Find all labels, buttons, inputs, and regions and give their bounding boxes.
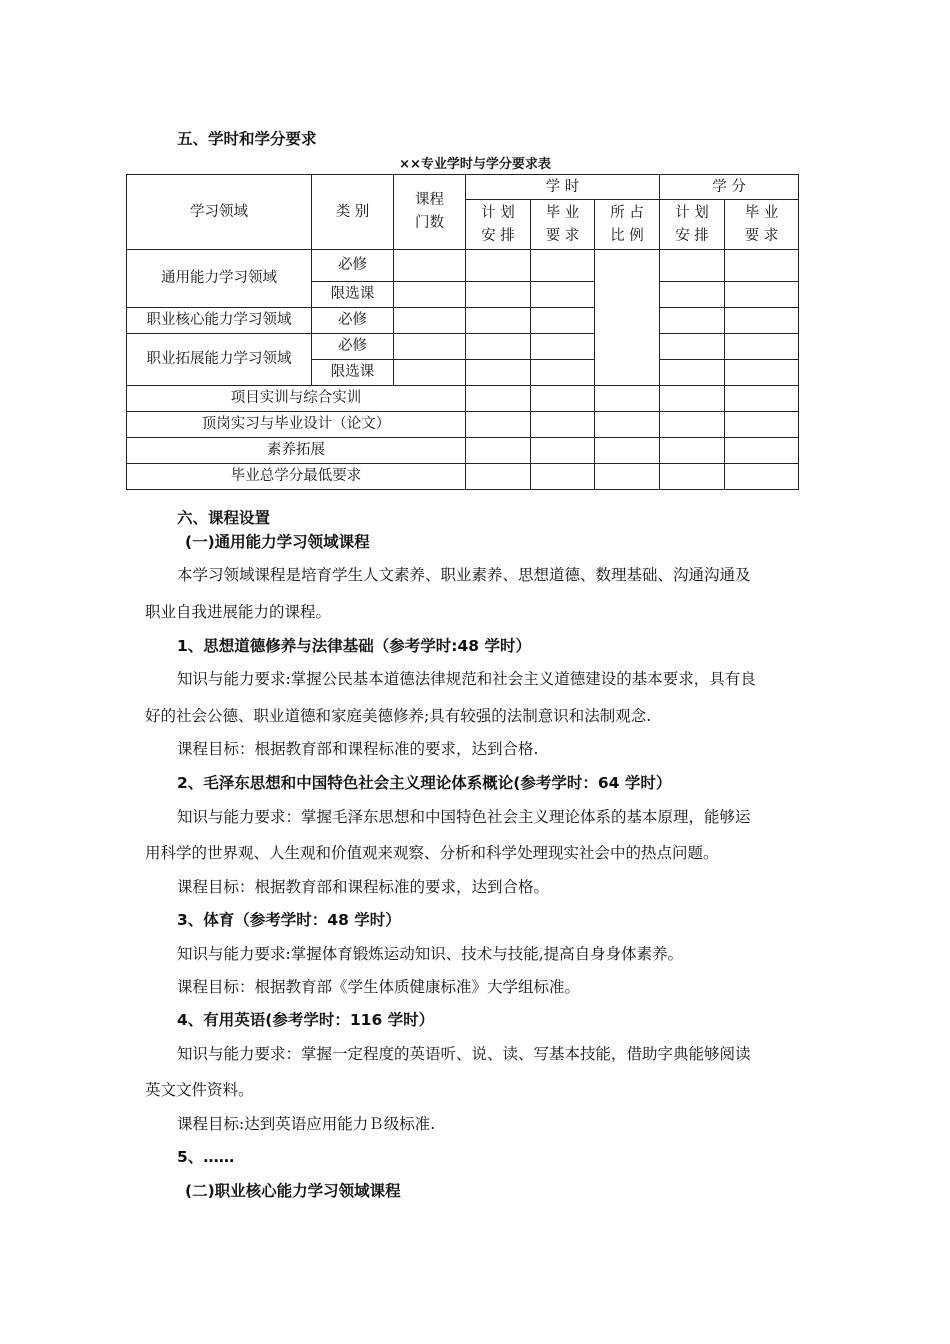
course-2-goal: 课程目标：根据教育部和课程标准的要求，达到合格。 (177, 878, 550, 896)
empty-cell (466, 334, 531, 360)
row-general-required: 必修 (312, 250, 394, 282)
course-2-req-line-2: 用科学的世界观、人生观和价值观来观察、分析和科学处理现实社会中的热点问题。 (145, 844, 719, 862)
empty-cell (394, 308, 466, 334)
empty-cell (466, 282, 531, 308)
course-3-goal: 课程目标：根据教育部《学生体质健康标准》大学组标准。 (177, 978, 581, 996)
header-domain: 学习领域 (127, 175, 312, 250)
subsection-1-heading: (一)通用能力学习领域课程 (185, 533, 370, 551)
course-4-goal: 课程目标:达到英语应用能力Ｂ级标准. (177, 1115, 436, 1133)
empty-cell (531, 464, 595, 490)
row-core-required: 必修 (312, 308, 394, 334)
course-2-req-line-1: 知识与能力要求：掌握毛泽东思想和中国特色社会主义理论体系的基本原理，能够运 (177, 808, 751, 826)
course-1-title: 1、思想道德修养与法律基础（参考学时:48 学时） (177, 637, 531, 655)
ratio-cell-merged (595, 250, 660, 386)
empty-cell (660, 386, 725, 412)
table-row (127, 386, 799, 412)
table-row (127, 250, 799, 282)
header-credits: 学 分 (660, 175, 799, 200)
header-hours: 学 时 (466, 175, 660, 200)
empty-cell (725, 386, 799, 412)
row-core-label: 职业核心能力学习领域 (127, 308, 312, 334)
table-row (127, 464, 799, 490)
empty-cell (595, 464, 660, 490)
empty-cell (531, 412, 595, 438)
empty-cell (725, 438, 799, 464)
empty-cell (660, 334, 725, 360)
row-project: 项目实训与综合实训 (127, 386, 466, 412)
empty-cell (725, 282, 799, 308)
course-1-goal: 课程目标：根据教育部和课程标准的要求，达到合格. (177, 740, 539, 758)
table-row (127, 438, 799, 464)
empty-cell (725, 360, 799, 386)
empty-cell (660, 412, 725, 438)
course-3-req-line-1: 知识与能力要求:掌握体育锻炼运动知识、技术与技能,提高自身身体素养。 (177, 945, 684, 963)
section-5-heading: 五、学时和学分要求 (177, 130, 317, 148)
header-grad-hours: 毕 业 要 求 (531, 200, 595, 250)
empty-cell (466, 250, 531, 282)
course-2-title: 2、毛泽东思想和中国特色社会主义理论体系概论(参考学时：64 学时） (177, 774, 672, 792)
empty-cell (725, 308, 799, 334)
empty-cell (595, 412, 660, 438)
empty-cell (660, 308, 725, 334)
table-caption: ××专业学时与学分要求表 (399, 157, 551, 172)
empty-cell (531, 250, 595, 282)
course-4-req-line-2: 英文文件资料。 (145, 1081, 254, 1099)
empty-cell (725, 464, 799, 490)
empty-cell (466, 308, 531, 334)
row-internship: 顶岗实习与毕业设计（论文） (127, 412, 466, 438)
empty-cell (394, 282, 466, 308)
empty-cell (531, 360, 595, 386)
empty-cell (394, 250, 466, 282)
empty-cell (725, 250, 799, 282)
empty-cell (660, 250, 725, 282)
row-general-label: 通用能力学习领域 (127, 250, 312, 308)
header-plan-credits: 计 划 安 排 (660, 200, 725, 250)
hours-credits-table (126, 174, 799, 490)
course-1-req-line-2: 好的社会公德、职业道德和家庭美德修养;具有较强的法制意识和法制观念. (145, 707, 652, 725)
empty-cell (595, 386, 660, 412)
course-4-title: 4、有用英语(参考学时：116 学时） (177, 1011, 435, 1029)
subsection-2-heading: (二)职业核心能力学习领域课程 (185, 1182, 401, 1200)
empty-cell (466, 386, 531, 412)
empty-cell (531, 334, 595, 360)
course-3-title: 3、体育（参考学时：48 学时） (177, 911, 401, 929)
row-general-elective: 限选课 (312, 282, 394, 308)
course-4-req-line-1: 知识与能力要求：掌握一定程度的英语听、说、读、写基本技能，借助字典能够阅读 (177, 1045, 751, 1063)
empty-cell (466, 360, 531, 386)
empty-cell (660, 360, 725, 386)
empty-cell (394, 360, 466, 386)
empty-cell (466, 438, 531, 464)
course-5-title: 5、…… (177, 1148, 235, 1166)
row-expand-elective: 限选课 (312, 360, 394, 386)
empty-cell (595, 438, 660, 464)
empty-cell (531, 308, 595, 334)
intro-line-1: 本学习领域课程是培育学生人文素养、职业素养、思想道德、数理基础、沟通沟通及 (177, 566, 751, 584)
header-grad-credits: 毕 业 要 求 (725, 200, 799, 250)
table-row (127, 412, 799, 438)
row-quality: 素养拓展 (127, 438, 466, 464)
empty-cell (725, 412, 799, 438)
header-plan-hours: 计 划 安 排 (466, 200, 531, 250)
header-ratio: 所 占 比 例 (595, 200, 660, 250)
empty-cell (660, 282, 725, 308)
table-row (127, 308, 799, 334)
empty-cell (531, 282, 595, 308)
empty-cell (394, 334, 466, 360)
header-category: 类 别 (312, 175, 394, 250)
empty-cell (466, 412, 531, 438)
empty-cell (531, 386, 595, 412)
empty-cell (660, 438, 725, 464)
empty-cell (725, 334, 799, 360)
row-expand-label: 职业拓展能力学习领域 (127, 334, 312, 386)
section-6-heading: 六、课程设置 (177, 509, 271, 527)
row-expand-required: 必修 (312, 334, 394, 360)
row-minimum: 毕业总学分最低要求 (127, 464, 466, 490)
table-row (127, 334, 799, 360)
empty-cell (531, 438, 595, 464)
empty-cell (660, 464, 725, 490)
intro-line-2: 职业自我进展能力的课程。 (145, 603, 332, 621)
course-1-req-line-1: 知识与能力要求:掌握公民基本道德法律规范和社会主义道德建设的基本要求，具有良 (177, 670, 756, 688)
empty-cell (466, 464, 531, 490)
header-course-count: 课程门数 (394, 175, 466, 250)
